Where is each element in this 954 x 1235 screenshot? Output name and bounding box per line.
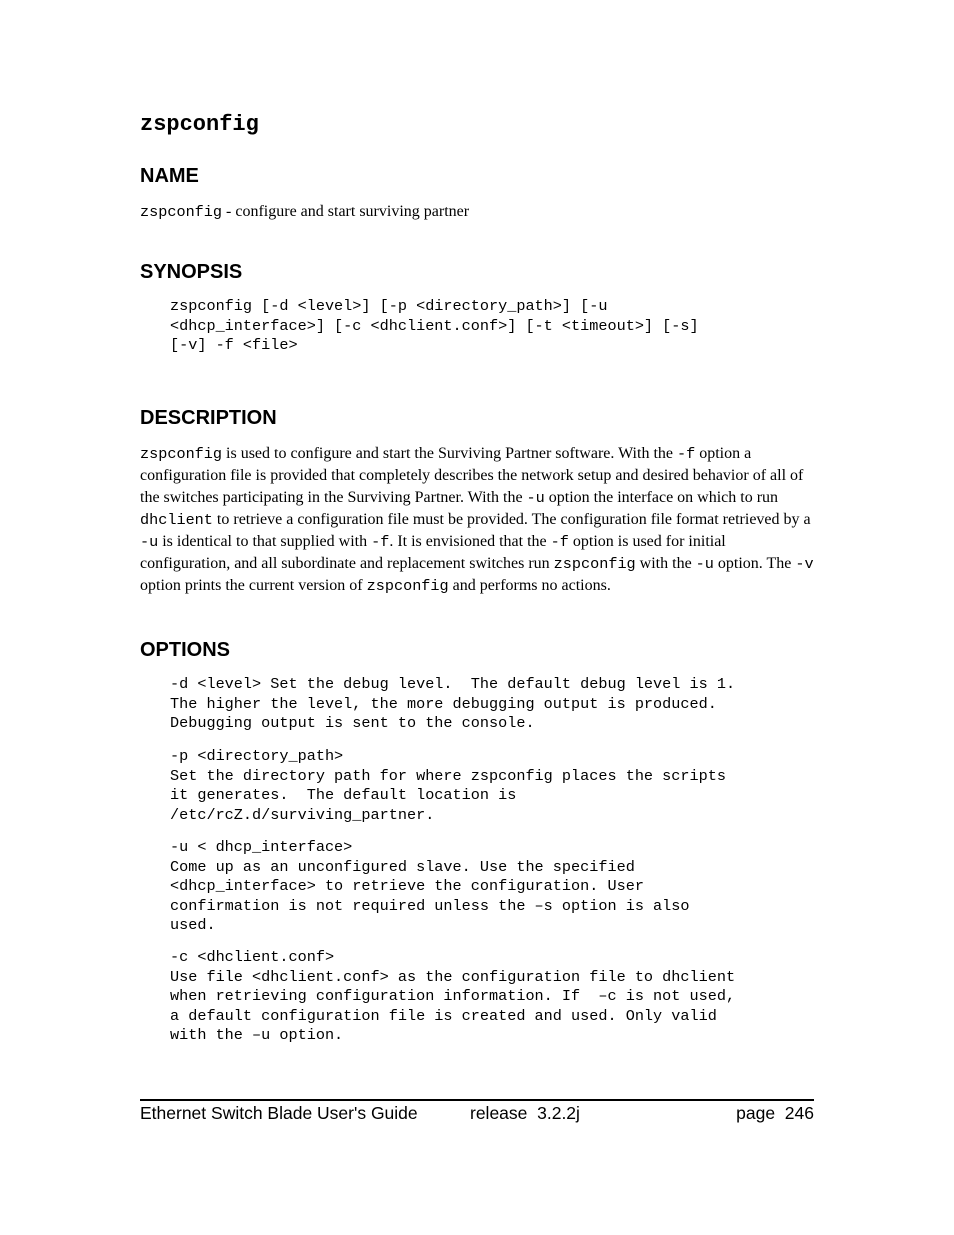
option-line: it generates. The default location is — [170, 786, 517, 804]
synopsis-block — [170, 297, 814, 356]
option-line: /etc/rcZ.d/surviving_partner. — [170, 805, 435, 824]
description-text: option prints the current version of — [140, 577, 367, 594]
option-line: confirmation is not required unless the –s option is also — [170, 896, 690, 915]
synopsis-line: <dhcp_interface>] [-c <dhclient.conf>] [-t <timeout>] [-s] — [170, 316, 699, 335]
option-line: -u < dhcp_interface> — [170, 838, 353, 856]
option-line: Come up as an unconfigured slave. Use the specified — [170, 857, 635, 876]
option-line: a default configuration file is created and used. Only valid — [170, 1006, 717, 1025]
name-command: zspconfig — [140, 203, 223, 221]
option-line: The higher the level, the more debugging output is produced. — [170, 694, 717, 713]
description-text: is used to configure and start the Surviving Partner software. With the — [222, 445, 677, 462]
option-debug-level — [170, 675, 814, 734]
option-dhcp-interface — [170, 838, 814, 936]
description-paragraph — [140, 443, 814, 597]
description-text: option is used for initial configuration, and all subordinate and replacement switches run — [140, 533, 726, 572]
description-text: . It is envisioned that the — [389, 533, 551, 550]
inline-code: -u — [140, 533, 159, 551]
inline-code: -u — [526, 489, 545, 507]
synopsis-line: zspconfig [-d <level>] [-p <directory_path>] [-u — [170, 297, 608, 315]
synopsis-heading: SYNOPSIS — [140, 261, 243, 283]
inline-code: -f — [677, 445, 696, 463]
option-line: -c <dhclient.conf> — [170, 948, 335, 966]
description-text: with the — [635, 555, 696, 572]
footer-release: release 3.2.2j — [470, 1103, 580, 1123]
document-page — [140, 0, 814, 1235]
description-text: option a configuration file is provided that completely describes the network setup and desired behavior of all of the switches participating in the Surviving Partner. With the — [140, 445, 804, 506]
name-description — [140, 201, 814, 223]
option-line: Set the directory path for where zspconfig places the scripts — [170, 766, 726, 785]
option-directory-path — [170, 747, 814, 825]
options-heading: OPTIONS — [140, 639, 231, 661]
synopsis-line: [-v] -f <file> — [170, 336, 298, 354]
inline-code: dhclient — [140, 511, 213, 529]
option-line: when retrieving configuration information. If –c is not used, — [170, 987, 736, 1005]
inline-code: -u — [695, 555, 714, 573]
inline-code: -v — [795, 555, 814, 573]
inline-code: zspconfig — [553, 555, 636, 573]
name-heading: NAME — [140, 165, 199, 187]
page-footer — [140, 1099, 814, 1131]
footer-guide-title: Ethernet Switch Blade User's Guide — [140, 1103, 418, 1123]
description-text: and performs no actions. — [448, 577, 611, 594]
inline-code: zspconfig — [366, 577, 449, 595]
inline-code: -f — [550, 533, 569, 551]
option-line: with the –u option. — [170, 1026, 344, 1044]
option-line: -d <level> Set the debug level. The default debug level is 1. — [170, 675, 736, 693]
description-heading: DESCRIPTION — [140, 407, 277, 429]
description-text: to retrieve a configuration file must be provided. The configuration file format retrieved by a — [212, 511, 811, 528]
option-line: -p <directory_path> — [170, 747, 344, 765]
description-text: is identical to that supplied with — [158, 533, 372, 550]
footer-page-number: page 246 — [736, 1103, 814, 1123]
inline-code: zspconfig — [140, 445, 223, 463]
option-line: Use file <dhclient.conf> as the configuration file to dhclient — [170, 967, 736, 986]
description-text: option. The — [713, 555, 796, 572]
command-title: zspconfig — [140, 112, 259, 137]
inline-code: -f — [371, 533, 390, 551]
description-text: option the interface on which to run — [544, 489, 779, 506]
option-line: used. — [170, 916, 216, 934]
option-dhclient-conf — [170, 948, 814, 1046]
option-line: <dhcp_interface> to retrieve the configuration. User — [170, 877, 644, 895]
option-line: Debugging output is sent to the console. — [170, 714, 535, 732]
name-summary: - configure and start surviving partner — [222, 203, 470, 220]
